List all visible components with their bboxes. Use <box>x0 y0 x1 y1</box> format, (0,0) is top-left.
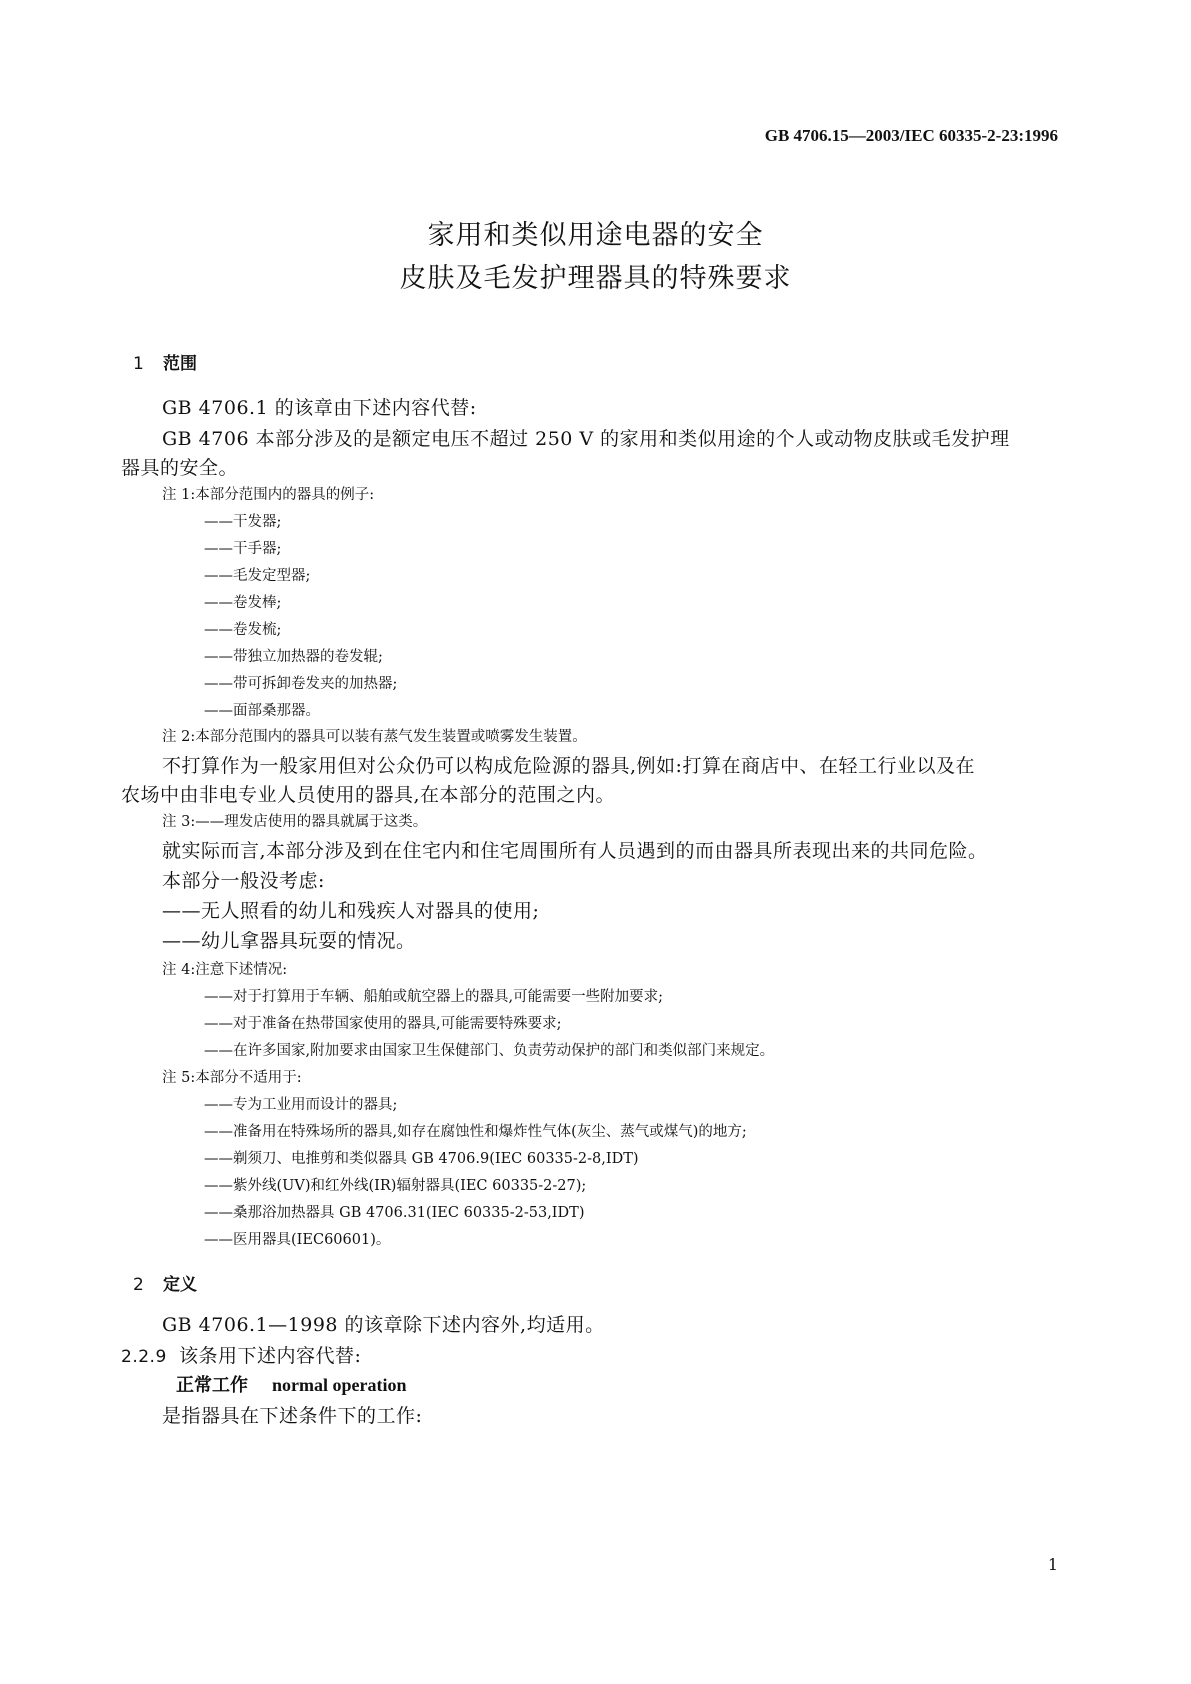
term-chinese: 正常工作 <box>176 1375 248 1396</box>
note-4-label: 注 4:注意下述情况: <box>162 962 288 978</box>
note-1-item: ——面部桑那器。 <box>204 703 320 719</box>
section-1-paragraph-2-line-2: 器具的安全。 <box>121 457 239 479</box>
note-5-item: ——准备用在特殊场所的器具,如存在腐蚀性和爆炸性气体(灰尘、蒸气或煤气)的地方; <box>204 1124 747 1140</box>
section-number: 2 <box>133 1275 144 1295</box>
section-1-paragraph-5: 本部分一般没考虑: <box>162 870 325 892</box>
note-1-item: ——带可拆卸卷发夹的加热器; <box>204 676 398 692</box>
document-title-line-2: 皮肤及毛发护理器具的特殊要求 <box>399 263 792 294</box>
section-title: 定义 <box>163 1275 197 1295</box>
section-number: 1 <box>133 354 144 374</box>
section-1-paragraph-1: GB 4706.1 的该章由下述内容代替: <box>162 397 477 419</box>
note-1-item: ——带独立加热器的卷发辊; <box>204 649 383 665</box>
note-2: 注 2:本部分范围内的器具可以装有蒸气发生装置或喷雾发生装置。 <box>162 729 587 745</box>
section-title: 范围 <box>163 354 197 374</box>
note-5-item: ——剃须刀、电推剪和类似器具 GB 4706.9(IEC 60335-2-8,IDT) <box>204 1151 639 1167</box>
note-1-item: ——干手器; <box>204 541 282 557</box>
section-2-paragraph-1: GB 4706.1—1998 的该章除下述内容外,均适用。 <box>162 1314 605 1336</box>
note-4-item: ——对于打算用于车辆、船舶或航空器上的器具,可能需要一些附加要求; <box>204 989 663 1005</box>
note-1-label: 注 1:本部分范围内的器具的例子: <box>162 487 375 503</box>
note-5-label: 注 5:本部分不适用于: <box>162 1070 302 1086</box>
clause-2-2-9 <box>121 1341 361 1368</box>
note-1-item: ——毛发定型器; <box>204 568 311 584</box>
term-definition: 是指器具在下述条件下的工作: <box>162 1405 423 1427</box>
note-4-item: ——对于准备在热带国家使用的器具,可能需要特殊要求; <box>204 1016 562 1032</box>
page-number: 1 <box>1047 1555 1058 1574</box>
document-title-line-1: 家用和类似用途电器的安全 <box>427 220 764 251</box>
section-1-paragraph-3-line-1: 不打算作为一般家用但对公众仍可以构成危险源的器具,例如:打算在商店中、在轻工行业以及在 <box>162 755 975 777</box>
note-5-item: ——紫外线(UV)和红外线(IR)辐射器具(IEC 60335-2-27); <box>204 1178 587 1194</box>
note-1-item: ——卷发棒; <box>204 595 282 611</box>
note-5-item: ——医用器具(IEC60601)。 <box>204 1232 391 1248</box>
paragraph-5-item: ——幼儿拿器具玩耍的情况。 <box>162 930 416 952</box>
section-1-paragraph-4: 就实际而言,本部分涉及到在住宅内和住宅周围所有人员遇到的而由器具所表现出来的共同危险。 <box>162 840 988 862</box>
clause-number: 2.2.9 <box>121 1347 167 1367</box>
section-1-heading <box>133 349 197 374</box>
note-5-item: ——专为工业用而设计的器具; <box>204 1097 398 1113</box>
clause-text: 该条用下述内容代替: <box>179 1345 362 1367</box>
note-5-item: ——桑那浴加热器具 GB 4706.31(IEC 60335-2-53,IDT) <box>204 1205 585 1221</box>
paragraph-5-item: ——无人照看的幼儿和残疾人对器具的使用; <box>162 900 540 922</box>
section-2-heading <box>133 1270 197 1295</box>
term-english: normal operation <box>272 1375 407 1395</box>
term-normal-operation <box>176 1371 407 1397</box>
note-1-item: ——干发器; <box>204 514 282 530</box>
note-4-item: ——在许多国家,附加要求由国家卫生保健部门、负责劳动保护的部门和类似部门来规定。 <box>204 1043 775 1059</box>
section-1-paragraph-3-line-2: 农场中由非电专业人员使用的器具,在本部分的范围之内。 <box>121 784 616 806</box>
section-1-paragraph-2-line-1: GB 4706 本部分涉及的是额定电压不超过 250 V 的家用和类似用途的个人或动物皮肤或毛发护理 <box>162 428 1010 450</box>
note-3: 注 3:——理发店使用的器具就属于这类。 <box>162 814 428 830</box>
standard-header: GB 4706.15—2003/IEC 60335-2-23:1996 <box>764 126 1058 145</box>
note-1-item: ——卷发梳; <box>204 622 282 638</box>
